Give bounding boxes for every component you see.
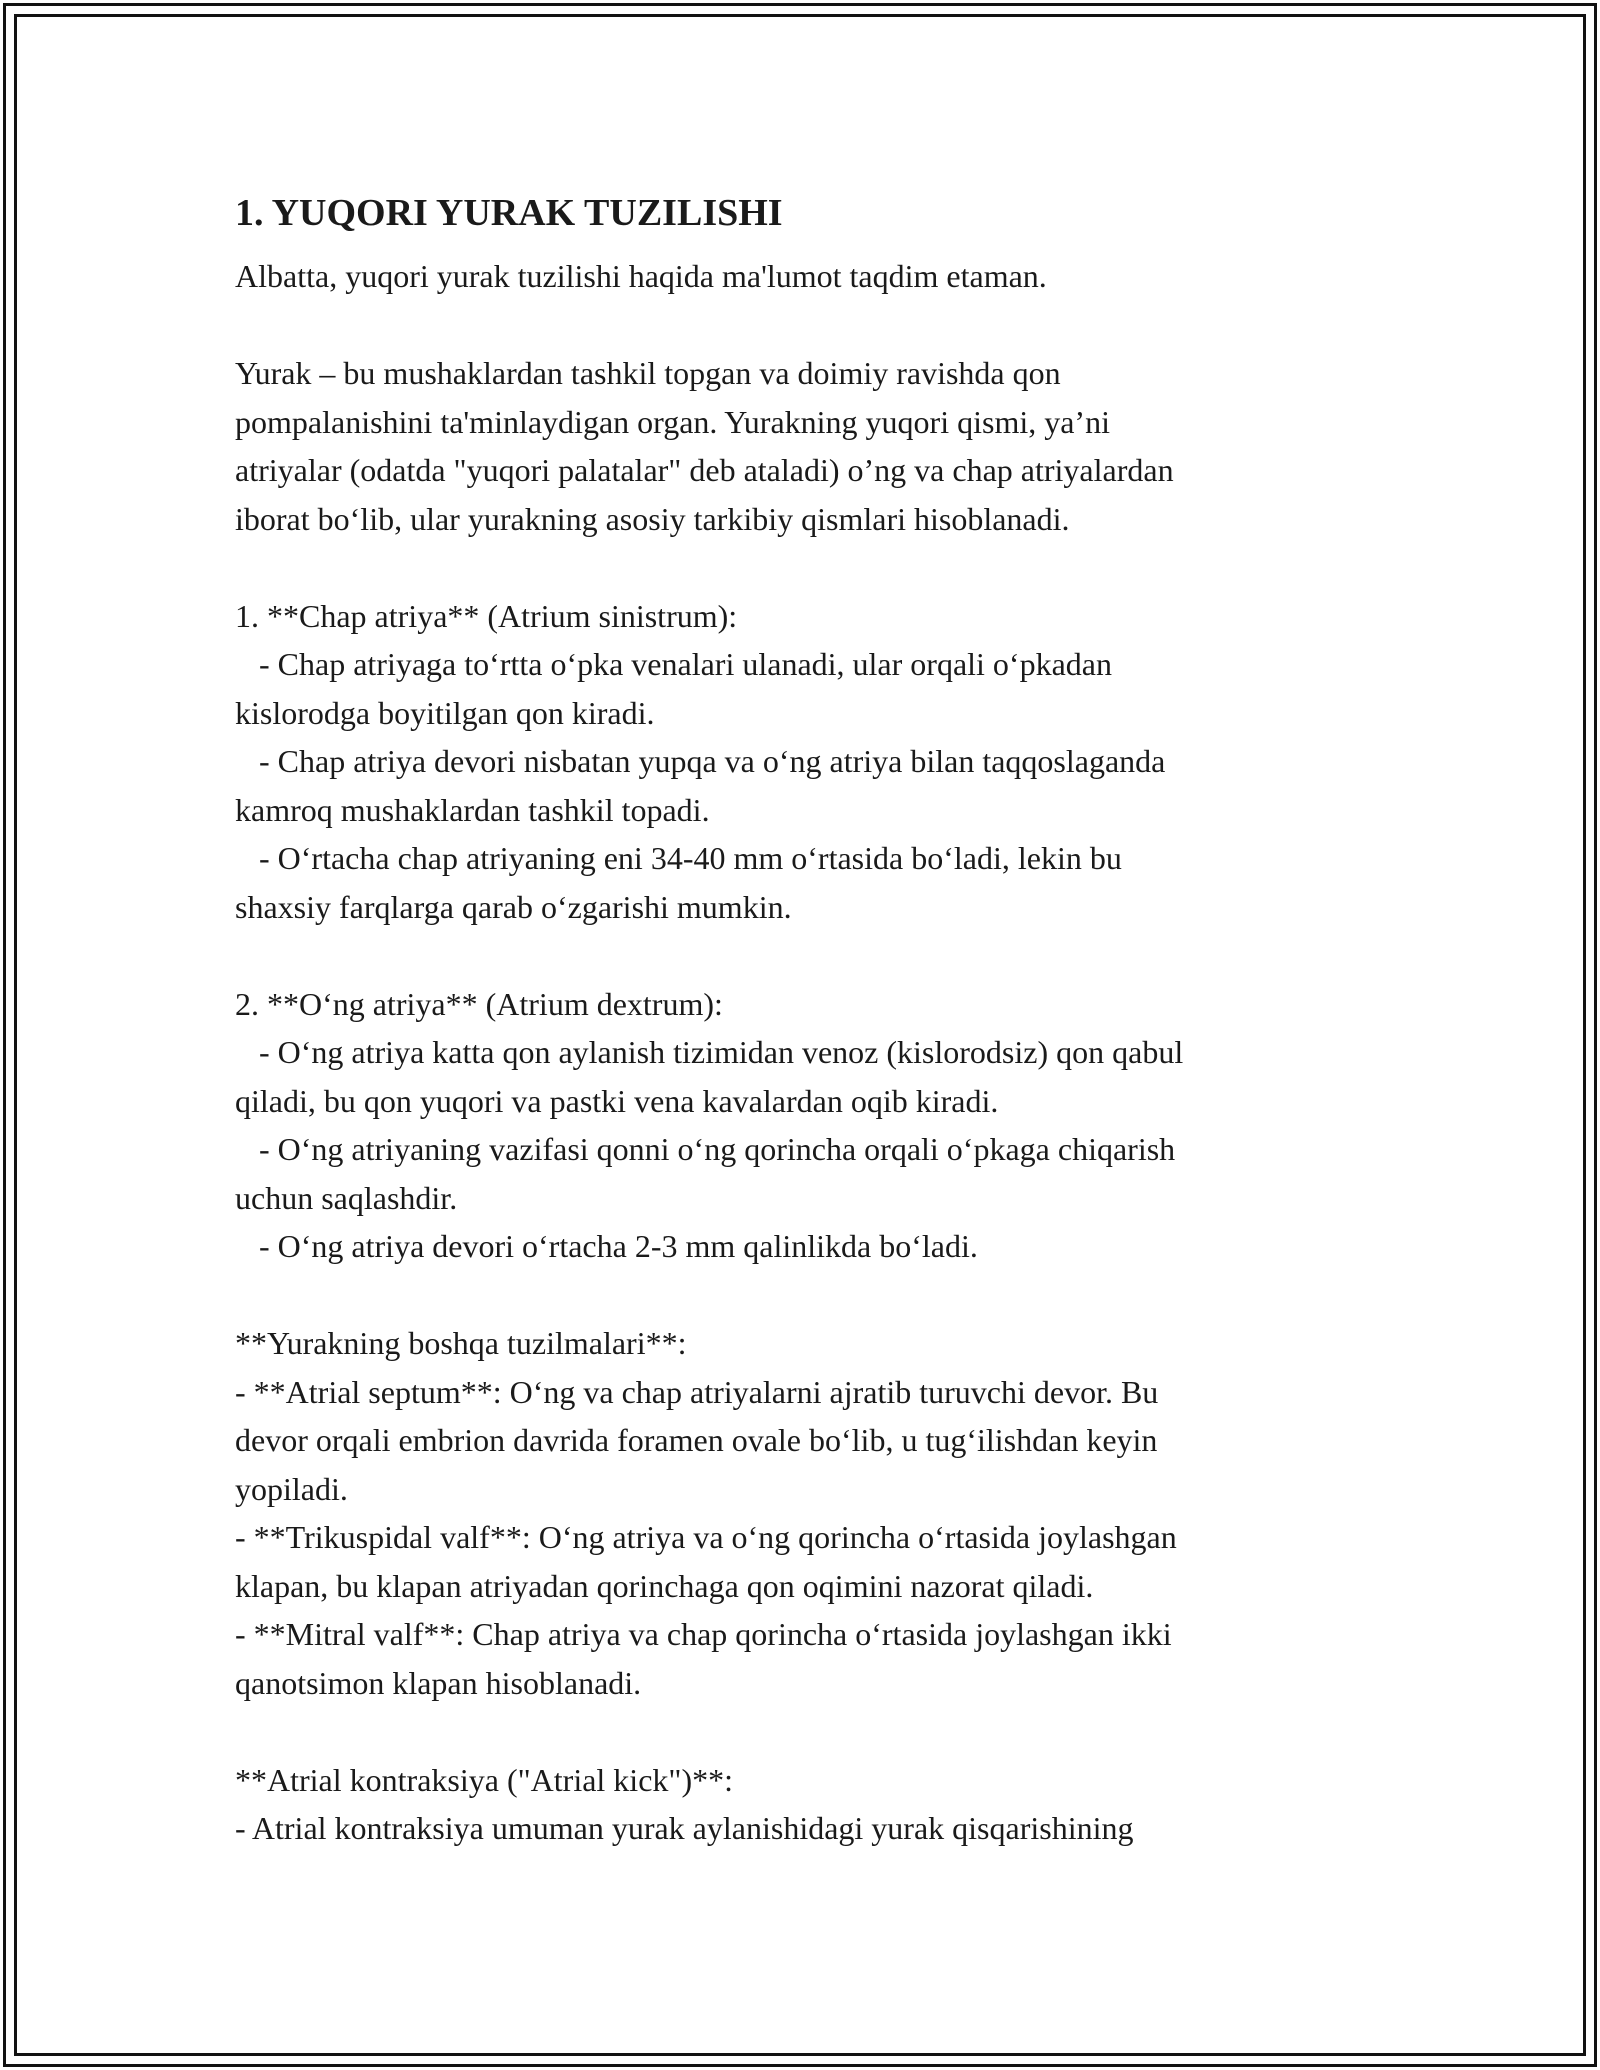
intro-paragraph: Albatta, yuqori yurak tuzilishi haqida ma'lumot taqdim etaman. xyxy=(235,258,1047,294)
section-other-structures: **Yurakning boshqa tuzilmalari**: - **Atrial septum**: Oʻng va chap atriyalarni ajratib turuvchi devor. Bu devor orqali embrion davrida foramen ovale boʻlib, u tugʻilishdan keyin yopiladi. - **Trikuspidal valf**: Oʻng atriya va oʻng qorincha oʻrtasida joylashgan klapan, bu klapan atriyadan qorinchaga qon oqimini nazorat qiladi. - **Mitral valf**: Chap atriya va chap qorincha oʻrtasida joylashgan ikki qanotsimon klapan hisoblanadi. xyxy=(235,1325,1177,1701)
section-right-atrium: 2. **Oʻng atriya** (Atrium dextrum): - Oʻng atriya katta qon aylanish tizimidan venoz (kislorodsiz) qon qabul qiladi, bu qon yuqori va pastki vena kavalardan oqib kiradi. - Oʻng atriyaning vazifasi qonni oʻng qorincha orqali oʻpkaga chiqarish uchun saqlashdir. - Oʻng atriya devori oʻrtacha 2-3 mm qalinlikda boʻladi. xyxy=(235,985,1184,1264)
document-body xyxy=(235,186,1355,1853)
section-atrial-kick: **Atrial kontraksiya ("Atrial kick")**: - Atrial kontraksiya umuman yurak aylanishidagi yurak qisqarishining xyxy=(235,1761,1134,1846)
document-title: 1. YUQORI YURAK TUZILISHI xyxy=(235,192,783,234)
section-left-atrium: 1. **Chap atriya** (Atrium sinistrum): - Chap atriyaga toʻrtta oʻpka venalari ulanadi, ular orqali oʻpkadan kislorodga boyitilgan qon kiradi. - Chap atriya devori nisbatan yupqa va oʻng atriya bilan taqqoslaganda kamroq mushaklardan tashkil topadi. - Oʻrtacha chap atriyaning eni 34-40 mm oʻrtasida boʻladi, lekin bu shaxsiy farqlarga qarab oʻzgarishi mumkin. xyxy=(235,597,1166,925)
paragraph-heart-overview: Yurak – bu mushaklardan tashkil topgan va doimiy ravishda qon pompalanishini ta'minlaydigan organ. Yurakning yuqori qismi, ya’ni atriyalar (odatda "yuqori palatalar" deb ataladi) o’ng va chap atriyalardan iborat boʻlib, ular yurakning asosiy tarkibiy qismlari hisoblanadi. xyxy=(235,355,1174,537)
